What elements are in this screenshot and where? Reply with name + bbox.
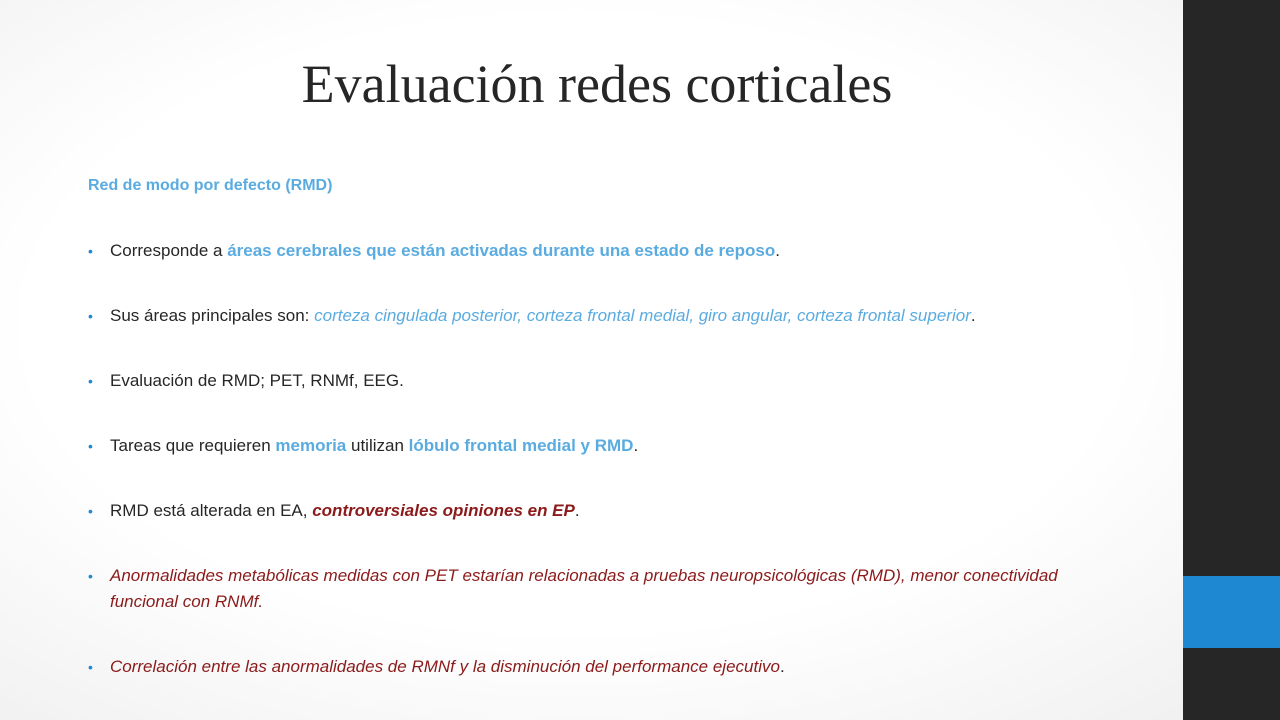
bullet-item xyxy=(88,654,1088,680)
bullet-dot-icon: • xyxy=(88,503,93,519)
bullet-dot-icon: • xyxy=(88,568,93,584)
bullet-text: Sus áreas principales son: xyxy=(110,306,315,325)
bullet-text: . xyxy=(779,657,785,676)
slide-subtitle: Red de modo por defecto (RMD) xyxy=(88,177,333,194)
bullet-highlight: lóbulo frontal medial y RMD xyxy=(408,436,634,455)
bullet-text: Corresponde a xyxy=(110,241,228,260)
bullet-text: . xyxy=(775,241,780,260)
bullet-item xyxy=(88,368,1088,394)
bullet-highlight: corteza cingulada posterior, corteza frontal medial, giro angular, corteza frontal superior xyxy=(314,306,971,325)
bullet-dot-icon: • xyxy=(88,373,93,389)
bullet-text: Evaluación de RMD; PET, RNMf, EEG. xyxy=(110,371,404,390)
bullet-text: RMD está alterada en EA, xyxy=(110,501,313,520)
bullet-dot-icon: • xyxy=(88,659,93,675)
bullet-text: Tareas que requieren xyxy=(110,436,276,455)
bullet-highlight: memoria xyxy=(275,436,347,455)
slide-title: Evaluación redes corticales xyxy=(301,54,893,114)
bullet-item xyxy=(88,498,1088,524)
bullet-text: . xyxy=(633,436,639,455)
bullet-emphasis: Correlación entre las anormalidades de RMNf y la disminución del performance ejecutivo xyxy=(110,657,780,676)
bullet-text: . xyxy=(970,306,976,325)
bullet-dot-icon: • xyxy=(88,438,93,454)
bullet-item xyxy=(88,433,1088,459)
bullet-item xyxy=(88,563,1088,615)
bullet-text: . xyxy=(574,501,580,520)
bullet-emphasis: controversiales opiniones en EP xyxy=(312,501,575,520)
bullet-list xyxy=(88,238,1088,680)
bullet-dot-icon: • xyxy=(88,243,93,259)
bullet-highlight: áreas cerebrales que están activadas durante una estado de reposo xyxy=(227,241,776,260)
sidebar-accent-block xyxy=(1183,576,1280,648)
bullet-text: utilizan xyxy=(346,436,409,455)
bullet-dot-icon: • xyxy=(88,308,93,324)
bullet-item xyxy=(88,238,1088,264)
bullet-emphasis: Anormalidades metabólicas medidas con PET estarían relacionadas a pruebas neuropsicológicas (RMD), menor conectividad funcional con RNMf. xyxy=(110,566,1058,611)
bullet-item xyxy=(88,303,1088,329)
